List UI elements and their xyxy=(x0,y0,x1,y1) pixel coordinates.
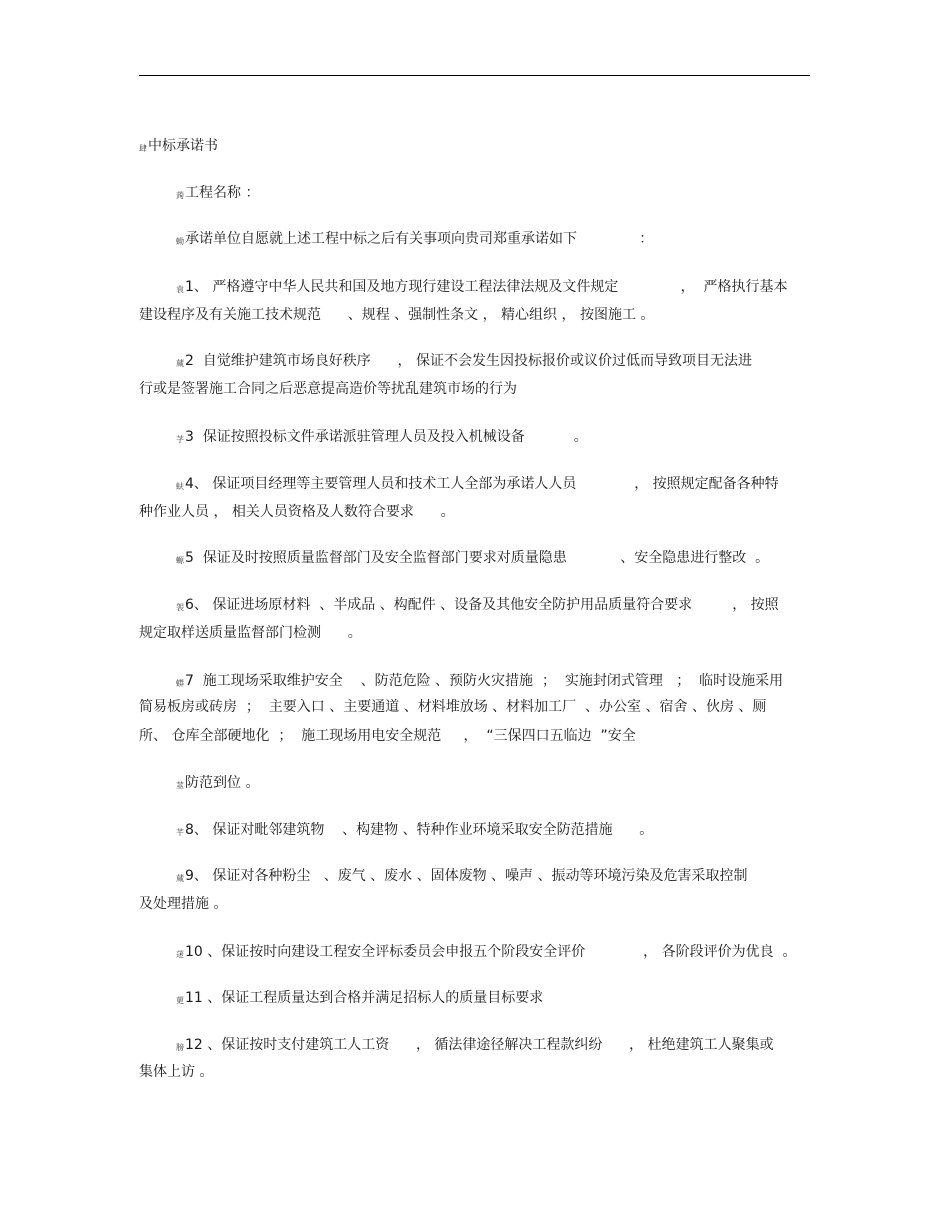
item-11-line: 莄11 、保证工程质量达到合格并满足招标人的质量目标要求 xyxy=(176,990,544,1006)
intro-line: 蚴承诺单位自愿就上述工程中标之后有关事项向贵司郑重承诺如下 ： xyxy=(176,231,654,247)
item-2-line-2: 行或是签署施工合同之后恶意提高造价等扰乱建筑市场的行为 xyxy=(139,381,517,397)
item-8-line: 芊8、 保证对毗邻建筑物 、构建物 、特种作业环境采取安全防范措施 。 xyxy=(176,822,654,838)
item-3-line: 芓3 保证按照投标文件承诺派驻管理人员及投入机械设备 。 xyxy=(176,429,588,445)
header-rule xyxy=(139,75,810,76)
item-5-line: 螈5 保证及时按照质量监督部门及安全监督部门要求对质量隐患 、安全隐患进行整改 。 xyxy=(176,550,770,566)
line-marker: 蒁 xyxy=(176,950,184,959)
line-marker: 袈 xyxy=(176,603,184,612)
item-6-line-2: 规定取样送质量监督部门检测 。 xyxy=(139,625,362,641)
item-1-line-2: 建设程序及有关施工技术规范 、规程 、强制性条文 ， 精心组织 ， 按图施工 。 xyxy=(139,307,655,323)
doc-title: 肆中标承诺书 xyxy=(139,138,218,154)
line-marker: 螈 xyxy=(176,556,184,565)
line-marker: 莄 xyxy=(176,996,184,1005)
item-7-line-4: 莁防范到位 。 xyxy=(176,775,260,791)
item-7-line-1: 蟒7 施工现场采取维护安全 、防范危险 、预防火灾措施 ； 实施封闭式管理 ； 临时设施采用 xyxy=(176,673,784,689)
line-marker: 蟒 xyxy=(176,679,184,688)
project-name-line: 蒟工程名称 ： xyxy=(176,185,260,201)
line-marker: 膀 xyxy=(176,1043,184,1052)
item-7-line-2: 简易板房或砖房 ； 主要入口 、主要通道 、材料堆放场 、材料加工厂 、办公室 、宿舍 、伙房 、厕 xyxy=(139,699,767,715)
line-marker: 蒇 xyxy=(176,874,184,883)
item-10-line: 蒁10 、保证按时向建设工程安全评标委员会申报五个阶段安全评价 ， 各阶段评价为优良 。 xyxy=(176,944,797,960)
line-marker: 肆 xyxy=(139,144,147,153)
line-marker: 蚴 xyxy=(176,237,184,246)
item-12-line-2: 集体上访 。 xyxy=(139,1064,214,1080)
item-9-line-1: 蒇9、 保证对各种粉尘 、废气 、废水 、固体废物 、噪声 、振动等环境污染及危害采取控制 xyxy=(176,868,748,884)
item-4-line-1: 蚨4、 保证项目经理等主要管理人员和技术工人全部为承诺人人员 ， 按照规定配备各种特 xyxy=(176,476,779,492)
line-marker: 蒟 xyxy=(176,191,184,200)
item-1-line-1: 袁1、 严格遵守中华人民共和国及地方现行建设工程法律法规及文件规定 ， 严格执行基本 xyxy=(176,279,788,295)
line-marker: 莁 xyxy=(176,781,184,790)
line-marker: 袁 xyxy=(176,285,184,294)
line-marker: 芊 xyxy=(176,828,184,837)
item-12-line-1: 膀12 、保证按时支付建筑工人工资 ， 循法律途径解决工程款纠纷 ， 杜绝建筑工人聚集或 xyxy=(176,1037,774,1053)
item-2-line-1: 蒇2 自觉维护建筑市场良好秩序 ， 保证不会发生因投标报价或议价过低而导致项目无法进 xyxy=(176,353,752,369)
line-marker: 芓 xyxy=(176,435,184,444)
item-7-line-3: 所、 仓库全部硬地化 ； 施工现场用电安全规范 ， “三保四口五临边 ”安全 xyxy=(139,728,636,744)
line-marker: 蚨 xyxy=(176,482,184,491)
item-9-line-2: 及处理措施 。 xyxy=(139,896,228,912)
line-marker: 蒇 xyxy=(176,359,184,368)
item-4-line-2: 种作业人员 ， 相关人员资格及人数符合要求 。 xyxy=(139,504,455,520)
item-6-line-1: 袈6、 保证进场原材料 、半成品 、构配件 、设备及其他安全防护用品质量符合要求 ， 按照 xyxy=(176,597,779,613)
